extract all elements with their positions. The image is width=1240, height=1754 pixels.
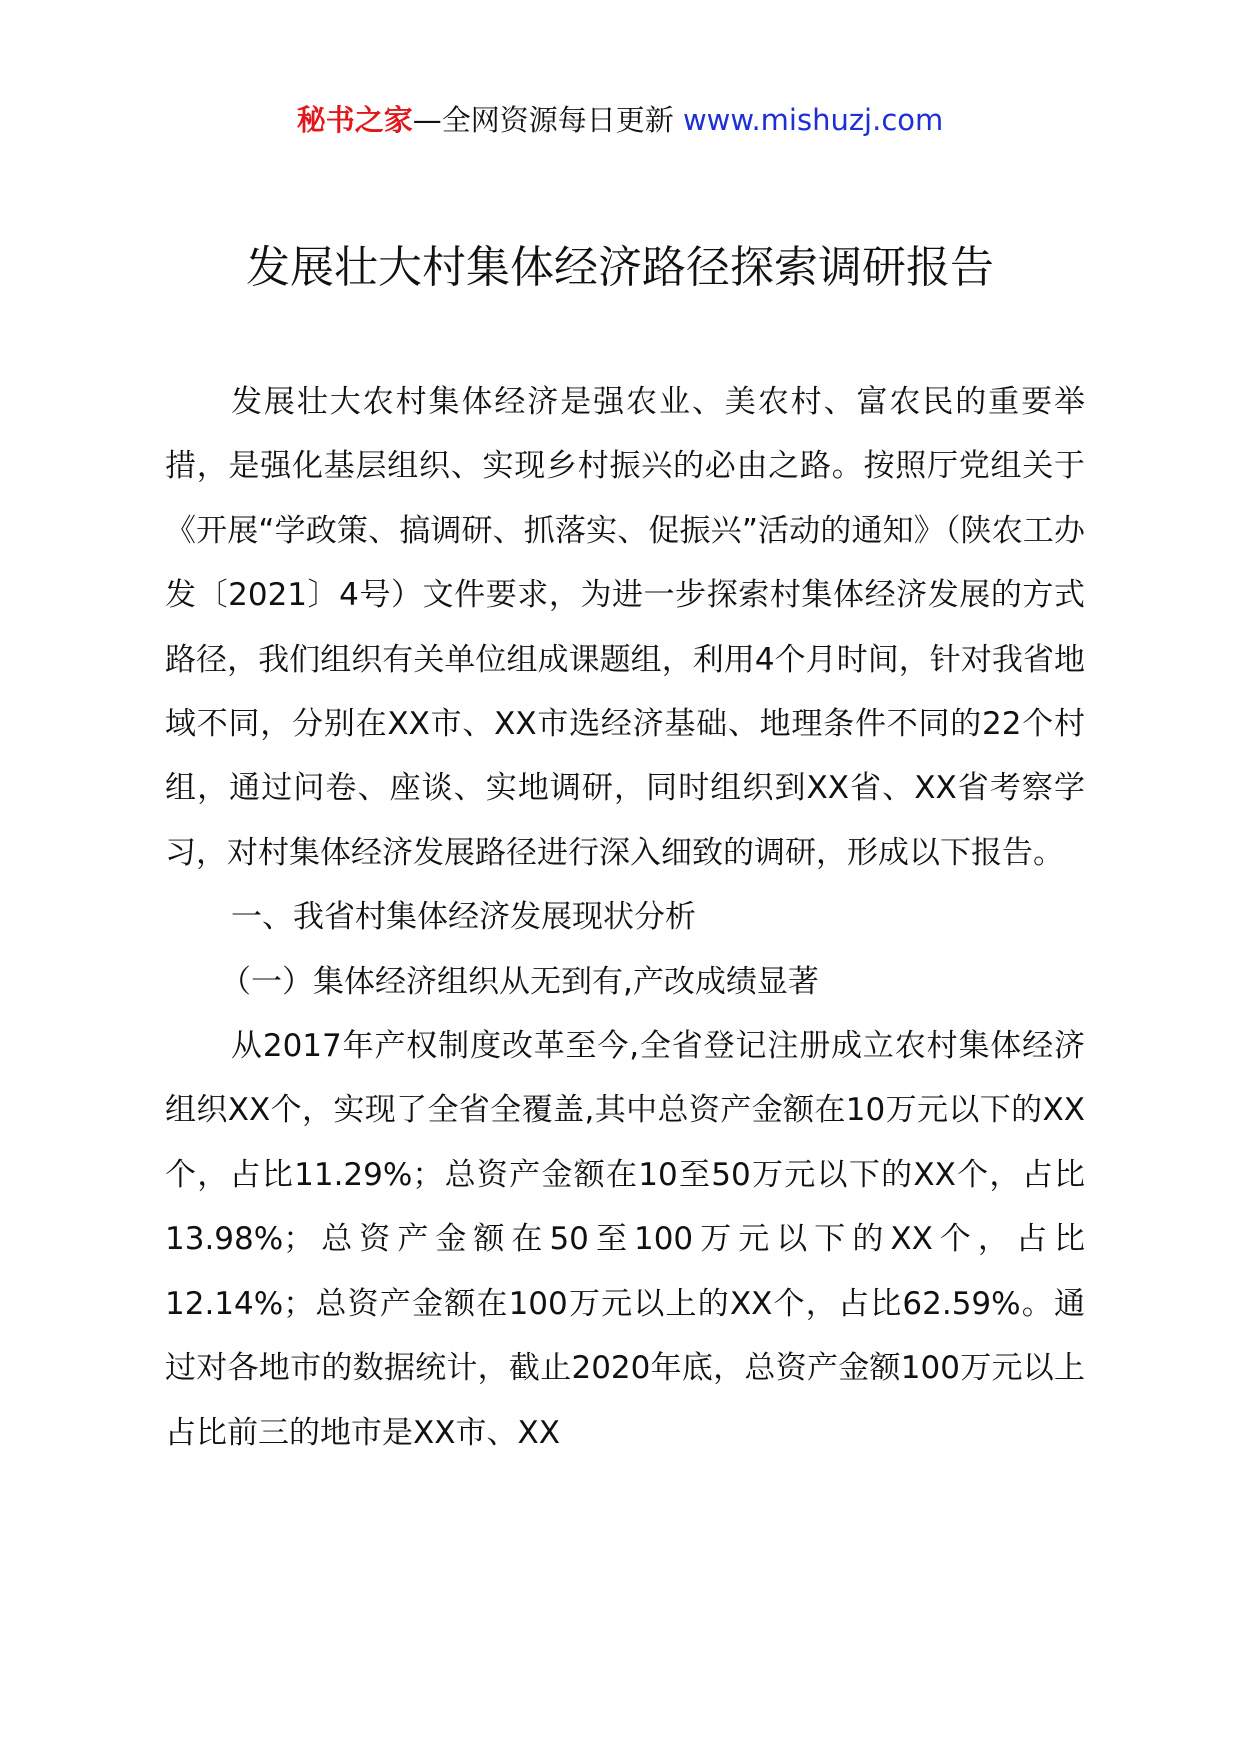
site-url[interactable]: www.mishuzj.com bbox=[682, 103, 944, 137]
site-brand: 秘书之家 bbox=[296, 103, 413, 137]
subsection-paragraph: 从2017年产权制度改革至今,全省登记注册成立农村集体经济组织XX个，实现了全省全覆盖,其中总资产金额在10万元以下的XX个，占比11.29%；总资产金额在10至50万元以下的XX个，占比13.98%；总资产金额在50至100万元以下的XX个，占比12.14%；总资产金额在100万元以上的XX个，占比62.59%。通过对各地市的数据统计，截止2020年底，总资产金额100万元以上占比前三的地市是XX市、XX bbox=[165, 1028, 1085, 1451]
intro-paragraph: 发展壮大农村集体经济是强农业、美农村、富农民的重要举措，是强化基层组织、实现乡村振兴的必由之路。按照厅党组关于《开展“学政策、搞调研、抓落实、促振兴”活动的通知》（陕农工办发〔2021〕4号）文件要求，为进一步探索村集体经济发展的方式路径，我们组织有关单位组成课题组，利用4个月时间，针对我省地域不同，分别在XX市、XX市选经济基础、地理条件不同的22个村组，通过问卷、座谈、实地调研，同时组织到XX省、XX省考察学习，对村集体经济发展路径进行深入细致的调研，形成以下报告。 bbox=[165, 384, 1085, 871]
document-body bbox=[165, 370, 1085, 1465]
section-heading: 一、我省村集体经济发展现状分析 bbox=[231, 899, 696, 936]
subsection-heading: （一）集体经济组织从无到有,产改成绩显著 bbox=[220, 963, 819, 1000]
site-tagline: —全网资源每日更新 bbox=[412, 103, 683, 137]
site-banner bbox=[0, 100, 1240, 140]
document-title: 发展壮大村集体经济路径探索调研报告 bbox=[246, 242, 994, 293]
